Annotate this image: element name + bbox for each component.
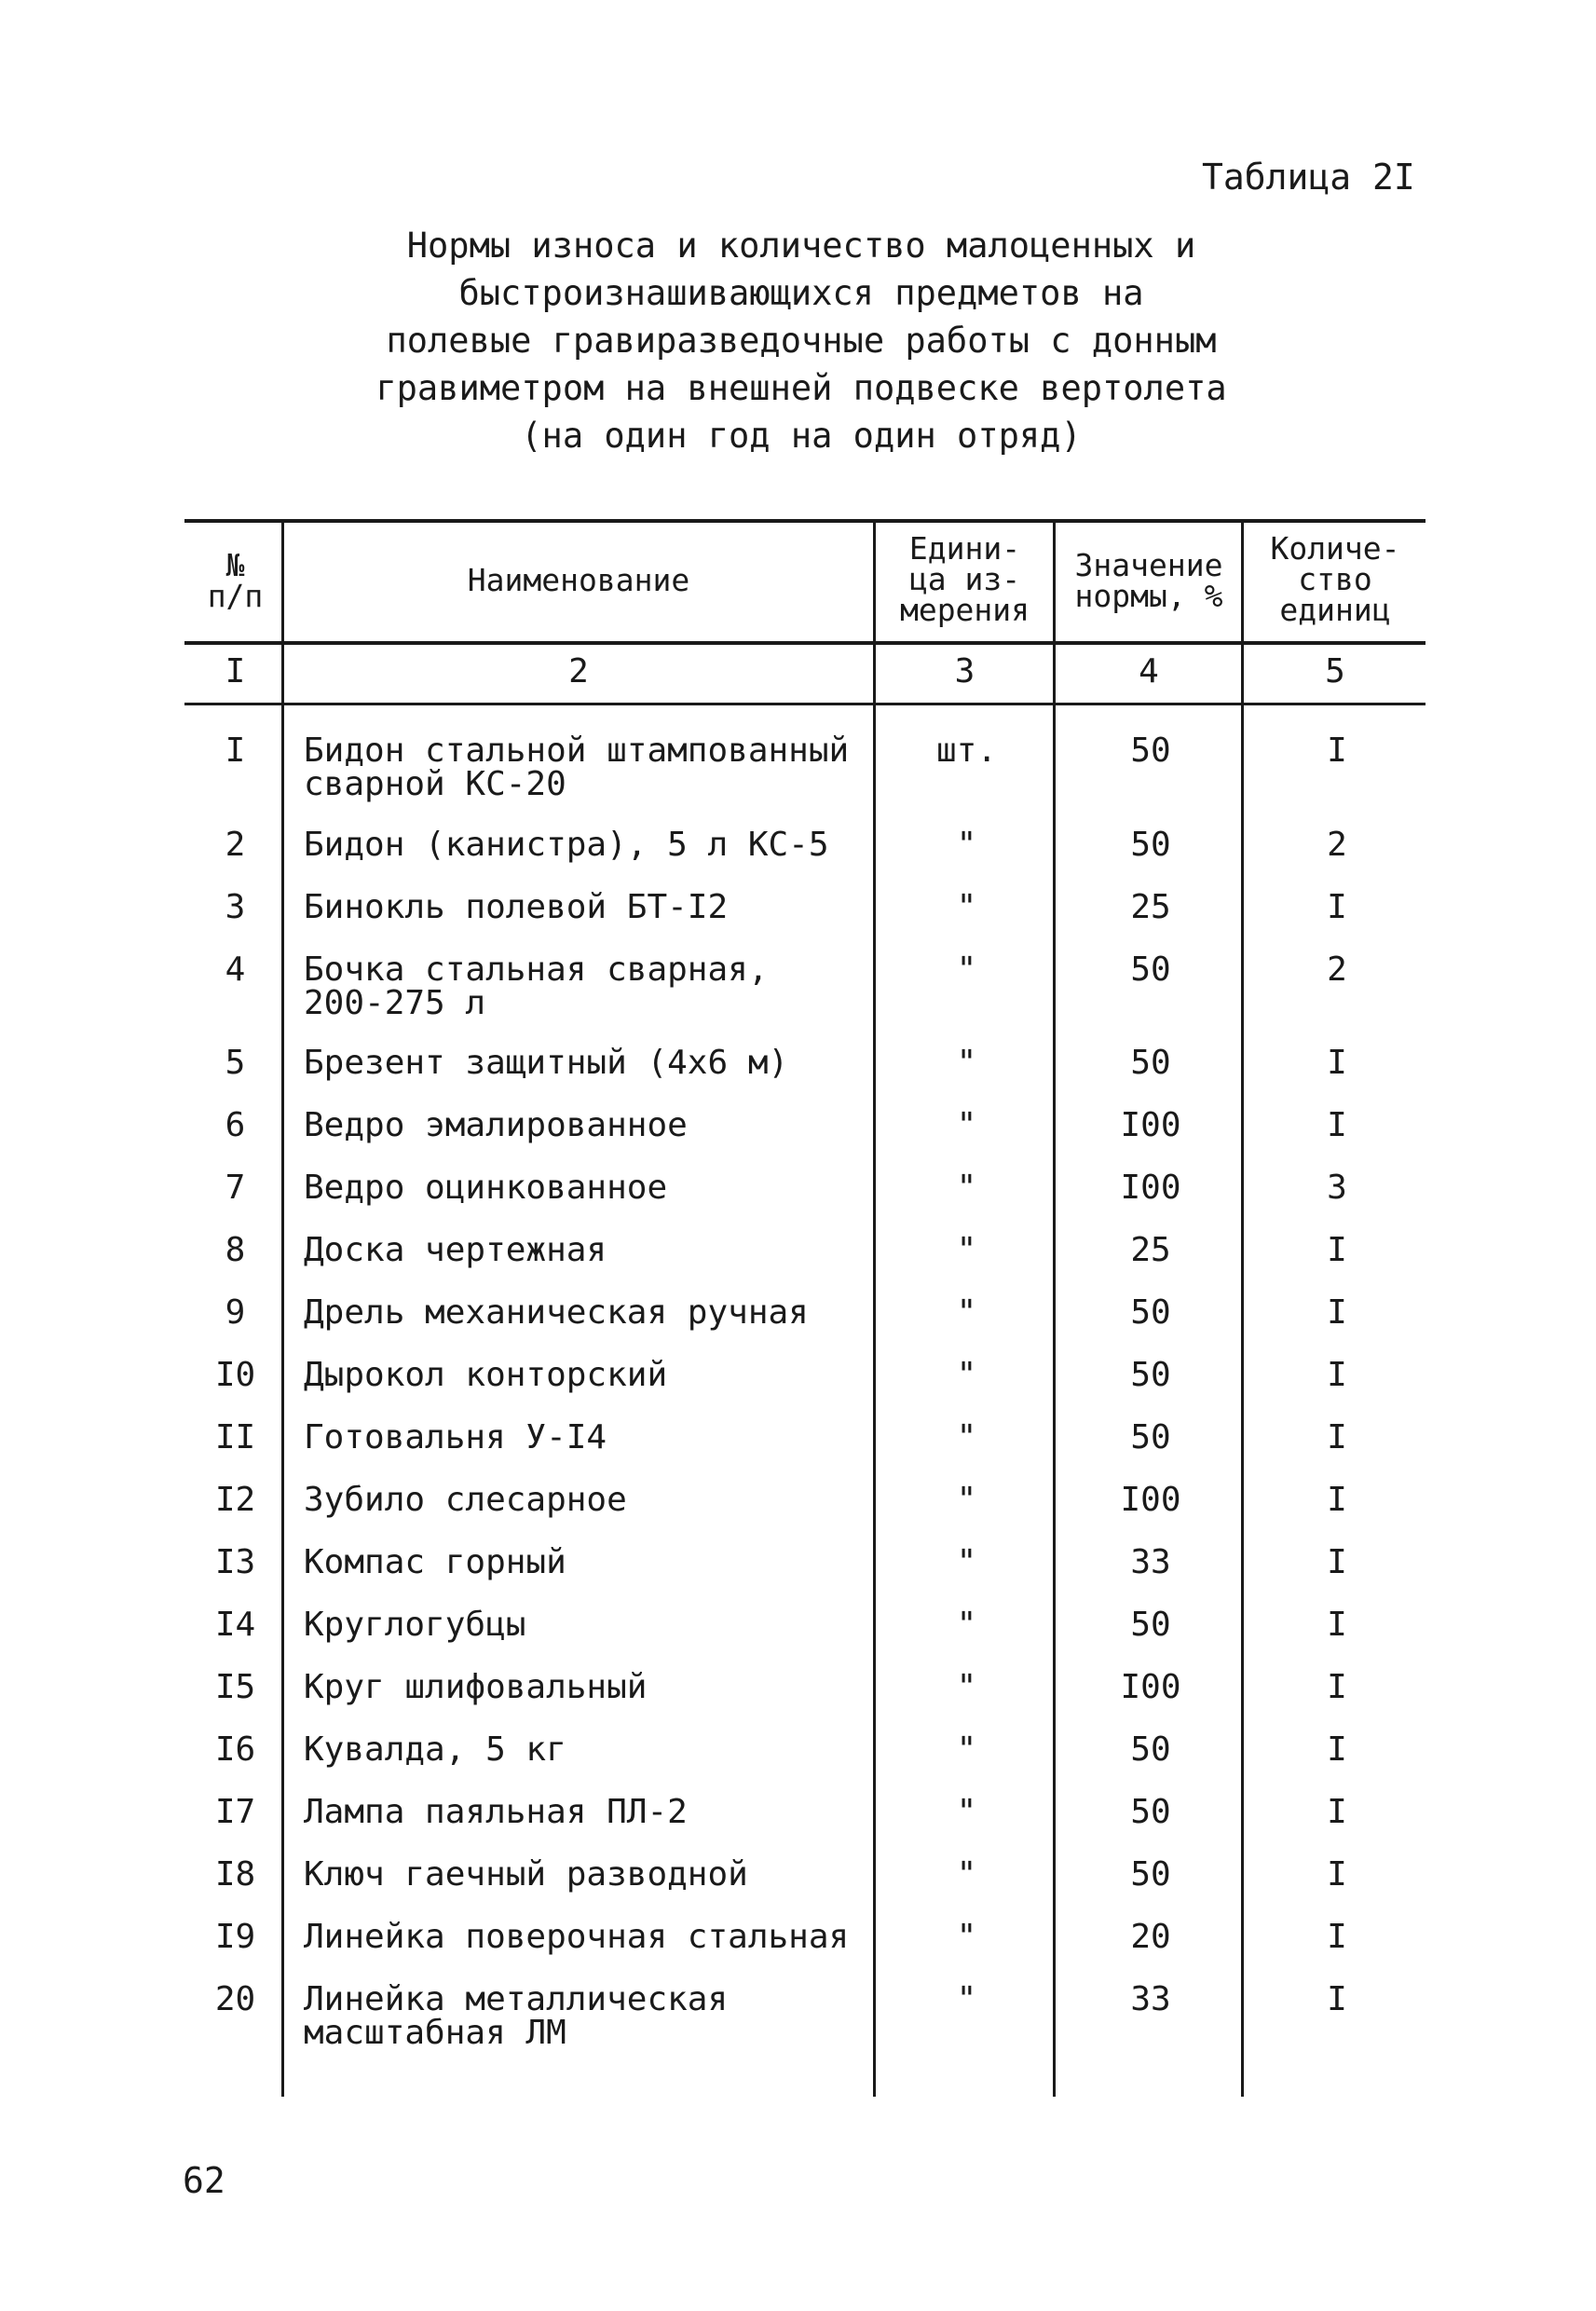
header-line: № bbox=[225, 547, 245, 583]
item-name bbox=[304, 1668, 863, 1706]
item-name-line: 200-275 л bbox=[304, 984, 486, 1022]
quantity-cell: I bbox=[1327, 1044, 1347, 1082]
norm-cell: 20 bbox=[1130, 1918, 1171, 1956]
unit-cell: " bbox=[956, 1481, 977, 1519]
quantity-cell: I bbox=[1327, 1730, 1347, 1769]
unit-cell: " bbox=[956, 1044, 977, 1082]
item-name-line: Ключ гаечный разводной bbox=[304, 1855, 748, 1894]
item-name bbox=[304, 1543, 863, 1581]
page-number: 62 bbox=[183, 2160, 225, 2201]
quantity-cell: I bbox=[1327, 1980, 1347, 2018]
item-name bbox=[304, 1855, 863, 1894]
header-line: мерения bbox=[899, 592, 1030, 628]
row-number: II bbox=[214, 1418, 256, 1456]
item-name bbox=[304, 1356, 863, 1394]
unit-cell: " bbox=[956, 1668, 977, 1706]
unit-cell: " bbox=[956, 888, 977, 926]
row-number: 7 bbox=[225, 1169, 246, 1207]
item-name bbox=[304, 1418, 863, 1456]
row-number: 2 bbox=[225, 826, 246, 864]
norm-cell: I00 bbox=[1120, 1481, 1181, 1519]
norm-cell: 33 bbox=[1130, 1543, 1171, 1581]
column-number: 4 bbox=[1139, 652, 1159, 691]
norm-cell: I00 bbox=[1120, 1106, 1181, 1144]
norm-cell: 50 bbox=[1130, 1793, 1171, 1831]
table-caption bbox=[373, 222, 1230, 459]
row-number: 8 bbox=[225, 1231, 246, 1269]
header-line: ца из- bbox=[908, 561, 1021, 597]
header-norm bbox=[1057, 547, 1241, 614]
column-number-rule bbox=[184, 703, 1425, 705]
item-name-line: Круг шлифовальный bbox=[304, 1668, 648, 1706]
item-name-line: Готовальня У-I4 bbox=[304, 1418, 607, 1456]
column-divider bbox=[1053, 519, 1056, 2097]
norm-cell: I00 bbox=[1120, 1668, 1181, 1706]
unit-cell: шт. bbox=[935, 732, 998, 770]
header-unit bbox=[877, 530, 1053, 628]
item-name-line: Ведро эмалированное bbox=[304, 1106, 688, 1144]
row-number: 20 bbox=[214, 1980, 256, 2018]
norm-cell: 50 bbox=[1130, 1730, 1171, 1769]
norm-cell: 50 bbox=[1130, 1418, 1171, 1456]
row-number: I0 bbox=[214, 1356, 256, 1394]
header-line: нормы, % bbox=[1074, 578, 1223, 614]
unit-cell: " bbox=[956, 1356, 977, 1394]
unit-cell: " bbox=[956, 1169, 977, 1207]
norm-cell: 50 bbox=[1130, 732, 1171, 770]
item-name-line: Ведро оцинкованное bbox=[304, 1169, 668, 1207]
item-name bbox=[304, 1293, 863, 1332]
unit-cell: " bbox=[956, 1418, 977, 1456]
item-name-line: Дрель механическая ручная bbox=[304, 1293, 809, 1332]
item-name-line: масштабная ЛМ bbox=[304, 2014, 566, 2052]
row-number: 3 bbox=[225, 888, 246, 926]
item-name-line: Лампа паяльная ПЛ-2 bbox=[304, 1793, 688, 1831]
row-number: 5 bbox=[225, 1044, 246, 1082]
row-number: I bbox=[225, 732, 246, 770]
quantity-cell: I bbox=[1327, 1668, 1347, 1706]
norm-cell: 33 bbox=[1130, 1980, 1171, 2018]
item-name bbox=[304, 1231, 863, 1269]
caption-line: быстроизнашивающихся предметов на bbox=[458, 273, 1144, 313]
item-name bbox=[304, 1793, 863, 1831]
row-number: I2 bbox=[214, 1481, 256, 1519]
unit-cell: " bbox=[956, 1980, 977, 2018]
item-name-line: Линейка поверочная стальная bbox=[304, 1918, 850, 1956]
quantity-cell: I bbox=[1327, 1106, 1347, 1144]
row-number: I3 bbox=[214, 1543, 256, 1581]
item-name-line: сварной КС-20 bbox=[304, 765, 566, 803]
column-divider bbox=[873, 519, 876, 2097]
item-name bbox=[304, 1481, 863, 1519]
table-label: Таблица 2I bbox=[1202, 157, 1415, 198]
unit-cell: " bbox=[956, 1543, 977, 1581]
quantity-cell: 3 bbox=[1327, 1169, 1347, 1207]
item-name-line: Компас горный bbox=[304, 1543, 566, 1581]
header-num bbox=[191, 547, 280, 614]
unit-cell: " bbox=[956, 1855, 977, 1894]
item-name-line: Доска чертежная bbox=[304, 1231, 607, 1269]
column-number: 2 bbox=[568, 652, 589, 691]
item-name-line: Дырокол конторский bbox=[304, 1356, 668, 1394]
column-number: I bbox=[225, 652, 246, 691]
header-line: п/п bbox=[207, 578, 264, 614]
quantity-cell: I bbox=[1327, 888, 1347, 926]
header-line: Едини- bbox=[908, 530, 1021, 567]
header-line: Количе- bbox=[1270, 530, 1400, 567]
quantity-cell: I bbox=[1327, 1356, 1347, 1394]
quantity-cell: I bbox=[1327, 1231, 1347, 1269]
unit-cell: " bbox=[956, 826, 977, 864]
header-line: Наименование bbox=[467, 562, 690, 598]
quantity-cell: I bbox=[1327, 1418, 1347, 1456]
header-line: единиц bbox=[1279, 592, 1391, 628]
row-number: I6 bbox=[214, 1730, 256, 1769]
item-name bbox=[304, 1106, 863, 1144]
caption-line: (на один год на один отряд) bbox=[521, 416, 1082, 456]
header-line: ство bbox=[1298, 561, 1372, 597]
norm-cell: 25 bbox=[1130, 1231, 1171, 1269]
header-bottom-rule bbox=[184, 641, 1425, 645]
item-name-line: Бидон стальной штампованный bbox=[304, 732, 850, 770]
item-name bbox=[304, 734, 863, 801]
caption-line: полевые гравиразведочные работы с донным bbox=[386, 321, 1217, 361]
column-number: 3 bbox=[954, 652, 975, 691]
item-name bbox=[304, 888, 863, 926]
row-number: I9 bbox=[214, 1918, 256, 1956]
item-name bbox=[304, 1046, 863, 1080]
row-number: I8 bbox=[214, 1855, 256, 1894]
quantity-cell: I bbox=[1327, 1481, 1347, 1519]
item-name bbox=[304, 950, 863, 1022]
quantity-cell: I bbox=[1327, 1918, 1347, 1956]
header-name bbox=[285, 562, 872, 598]
unit-cell: " bbox=[956, 1106, 977, 1144]
norm-cell: 50 bbox=[1130, 1293, 1171, 1332]
unit-cell: " bbox=[956, 1793, 977, 1831]
unit-cell: " bbox=[956, 1231, 977, 1269]
norm-cell: 50 bbox=[1130, 1855, 1171, 1894]
item-name-line: Линейка металлическая bbox=[304, 1980, 729, 2018]
norm-cell: 50 bbox=[1130, 950, 1171, 989]
unit-cell: " bbox=[956, 1293, 977, 1332]
unit-cell: " bbox=[956, 1730, 977, 1769]
item-name-line: Бинокль полевой БТ-I2 bbox=[304, 888, 729, 926]
column-number: 5 bbox=[1325, 652, 1345, 691]
item-name-line: Круглогубцы bbox=[304, 1606, 526, 1644]
table-top-rule bbox=[184, 519, 1425, 523]
quantity-cell: I bbox=[1327, 1855, 1347, 1894]
quantity-cell: 2 bbox=[1327, 950, 1347, 989]
unit-cell: " bbox=[956, 1606, 977, 1644]
item-name-line: Бидон (канистра), 5 л КС-5 bbox=[304, 826, 829, 864]
row-number: I4 bbox=[214, 1606, 256, 1644]
caption-line: Нормы износа и количество малоценных и bbox=[406, 226, 1196, 266]
row-number: I5 bbox=[214, 1668, 256, 1706]
item-name bbox=[304, 1980, 863, 2052]
item-name bbox=[304, 828, 863, 862]
quantity-cell: I bbox=[1327, 1293, 1347, 1332]
row-number: I7 bbox=[214, 1793, 256, 1831]
unit-cell: " bbox=[956, 950, 977, 989]
norm-cell: I00 bbox=[1120, 1169, 1181, 1207]
norm-cell: 50 bbox=[1130, 826, 1171, 864]
header-qty bbox=[1245, 530, 1425, 628]
norm-cell: 50 bbox=[1130, 1356, 1171, 1394]
item-name-line: Зубило слесарное bbox=[304, 1481, 627, 1519]
quantity-cell: I bbox=[1327, 732, 1347, 770]
item-name-line: Бочка стальная сварная, bbox=[304, 950, 769, 989]
column-divider bbox=[281, 519, 284, 2097]
norm-cell: 50 bbox=[1130, 1606, 1171, 1644]
column-divider bbox=[1241, 519, 1244, 2097]
item-name bbox=[304, 1918, 863, 1956]
caption-line: гравиметром на внешней подвеске вертолета bbox=[375, 368, 1227, 408]
item-name bbox=[304, 1730, 863, 1769]
header-line: Значение bbox=[1074, 547, 1223, 583]
row-number: 9 bbox=[225, 1293, 246, 1332]
norm-cell: 25 bbox=[1130, 888, 1171, 926]
row-number: 4 bbox=[225, 950, 246, 989]
unit-cell: " bbox=[956, 1918, 977, 1956]
item-name bbox=[304, 1608, 863, 1642]
row-number: 6 bbox=[225, 1106, 246, 1144]
quantity-cell: I bbox=[1327, 1793, 1347, 1831]
quantity-cell: 2 bbox=[1327, 826, 1347, 864]
item-name bbox=[304, 1171, 863, 1205]
item-name-line: Кувалда, 5 кг bbox=[304, 1730, 566, 1769]
item-name-line: Брезент защитный (4х6 м) bbox=[304, 1044, 789, 1082]
quantity-cell: I bbox=[1327, 1606, 1347, 1644]
norm-cell: 50 bbox=[1130, 1044, 1171, 1082]
quantity-cell: I bbox=[1327, 1543, 1347, 1581]
